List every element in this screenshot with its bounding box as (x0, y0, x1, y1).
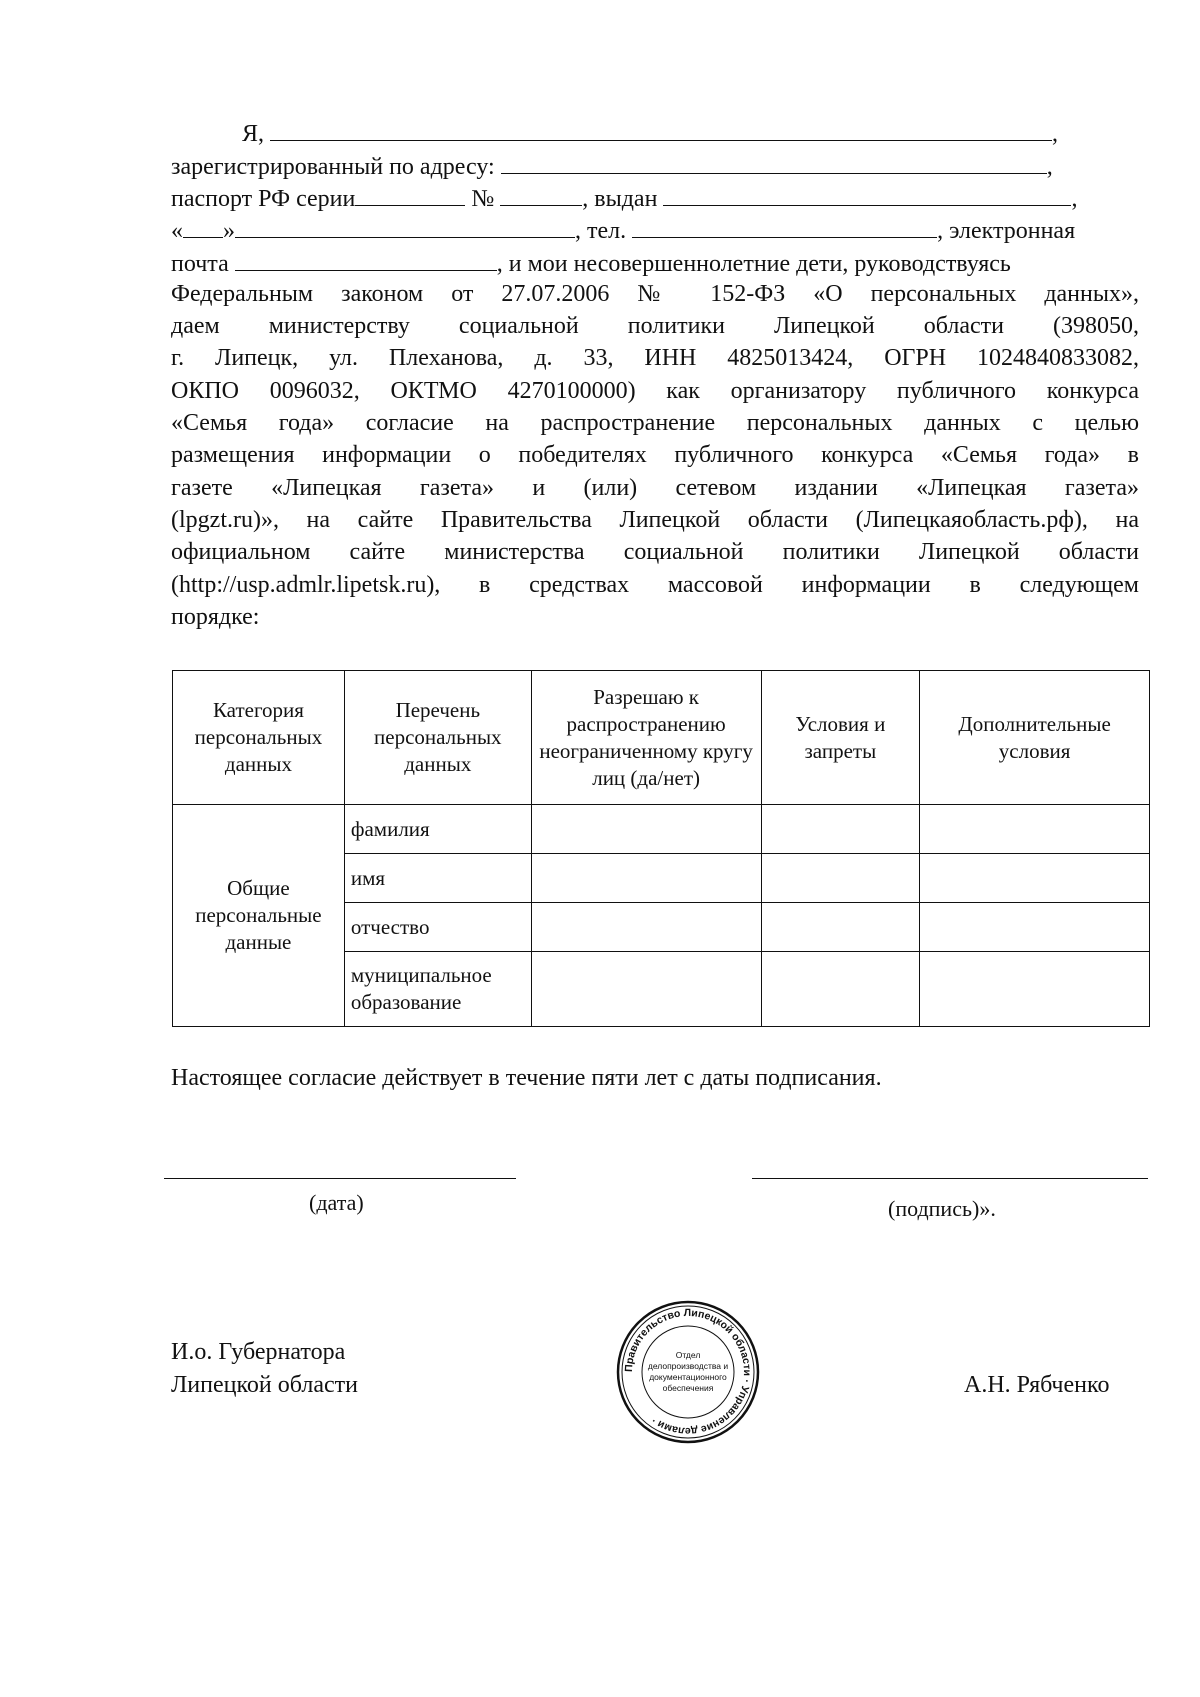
item-cell: имя (344, 854, 531, 903)
stamp-center-line: Отдел (675, 1350, 701, 1360)
governor-title-line2: Липецкой области (171, 1372, 358, 1398)
consent-text-line: размещения информации о победителях публичного конкурса «Семья года» в (171, 442, 1139, 468)
category-cell: Общие персональные данные (173, 805, 345, 1027)
address-field[interactable] (501, 149, 1047, 174)
issued-label: , выдан (582, 186, 658, 212)
phone-label: , тел. (575, 218, 627, 244)
address-line: зарегистрированный по адресу: , (171, 149, 1139, 183)
consent-text-line: официальном сайте министерства социальной политики Липецкой области (171, 539, 1139, 565)
passport-line: паспорт РФ серии № , выдан , (171, 181, 1139, 215)
validity-text: Настоящее согласие действует в течение пяти лет с даты подписания. (171, 1065, 882, 1091)
consent-text-start: , и мои несовершеннолетние дети, руководствуясь (496, 251, 1011, 277)
consent-text-line: (lpgzt.ru)», на сайте Правительства Липецкой области (Липецкаяобласть.рф), на (171, 507, 1139, 533)
header-list: Перечень персональных данных (344, 671, 531, 805)
additional-cell[interactable] (920, 805, 1150, 854)
item-cell: фамилия (344, 805, 531, 854)
date-line[interactable] (164, 1178, 516, 1179)
month-year-field[interactable] (235, 213, 575, 238)
consent-text-line: даем министерству социальной политики Липецкой области (398050, (171, 313, 1139, 339)
passport-number-label: № (471, 186, 495, 212)
conditions-cell[interactable] (761, 805, 920, 854)
date-phone-line: « » , тел. , электронная (171, 213, 1139, 247)
consent-text-line: «Семья года» согласие на распространение персональных данных с целью (171, 410, 1139, 436)
header-category: Категория персональных данных (173, 671, 345, 805)
personal-data-table (172, 670, 1150, 1027)
email-field[interactable] (235, 246, 497, 271)
name-line: Я, , (171, 116, 1139, 150)
header-permission: Разрешаю к распространению неограниченному кругу лиц (да/нет) (531, 671, 761, 805)
passport-number-field[interactable] (500, 181, 582, 206)
item-cell: муниципальное образование (344, 952, 531, 1027)
consent-text-line: порядке: (171, 604, 260, 630)
conditions-cell[interactable] (761, 854, 920, 903)
item-cell: отчество (344, 903, 531, 952)
additional-cell[interactable] (920, 952, 1150, 1027)
signature-line[interactable] (752, 1178, 1148, 1179)
consent-text-line: г. Липецк, ул. Плеханова, д. 33, ИНН 4825013424, ОГРН 1024840833082, (171, 345, 1139, 371)
passport-label: паспорт РФ серии (171, 186, 356, 212)
table-header-row (173, 671, 1150, 805)
address-label: зарегистрированный по адресу: (171, 154, 495, 180)
consent-text-line: газете «Липецкая газета» и (или) сетевом издании «Липецкая газета» (171, 475, 1139, 501)
phone-field[interactable] (632, 213, 937, 238)
permission-cell[interactable] (531, 952, 761, 1027)
permission-cell[interactable] (531, 805, 761, 854)
day-field[interactable] (183, 213, 223, 238)
signature-label: (подпись)». (888, 1196, 996, 1221)
additional-cell[interactable] (920, 854, 1150, 903)
official-stamp (614, 1298, 762, 1446)
consent-text-line: (http://usp.admlr.lipetsk.ru), в средствах массовой информации в следующем (171, 572, 1139, 598)
conditions-cell[interactable] (761, 952, 920, 1027)
conditions-cell[interactable] (761, 903, 920, 952)
governor-title-line1: И.о. Губернатора (171, 1339, 346, 1365)
email-line (171, 246, 1139, 280)
additional-cell[interactable] (920, 903, 1150, 952)
table-row (173, 805, 1150, 854)
header-additional: Дополнительные условия (920, 671, 1150, 805)
email-label-start: , электронная (937, 218, 1076, 244)
name-prefix: Я, (242, 121, 265, 147)
passport-series-field[interactable] (355, 181, 465, 206)
stamp-ring-text: Правительство Липецкой области · Управление делами · (622, 1306, 754, 1438)
permission-cell[interactable] (531, 854, 761, 903)
name-field[interactable] (270, 116, 1052, 141)
consent-text-line: ОКПО 0096032, ОКТМО 4270100000) как организатору публичного конкурса (171, 378, 1139, 404)
permission-cell[interactable] (531, 903, 761, 952)
stamp-center-line: документационного (649, 1372, 727, 1382)
issued-by-field[interactable] (663, 181, 1071, 206)
email-label-end: почта (171, 251, 229, 277)
governor-name: А.Н. Рябченко (964, 1372, 1110, 1398)
date-label: (дата) (309, 1190, 364, 1215)
stamp-center-line: делопроизводства и (647, 1361, 729, 1371)
header-conditions: Условия и запреты (761, 671, 920, 805)
consent-text-line: Федеральным законом от 27.07.2006 № 152-ФЗ «О персональных данных», (171, 281, 1139, 307)
stamp-center-line: обеспечения (662, 1383, 714, 1393)
